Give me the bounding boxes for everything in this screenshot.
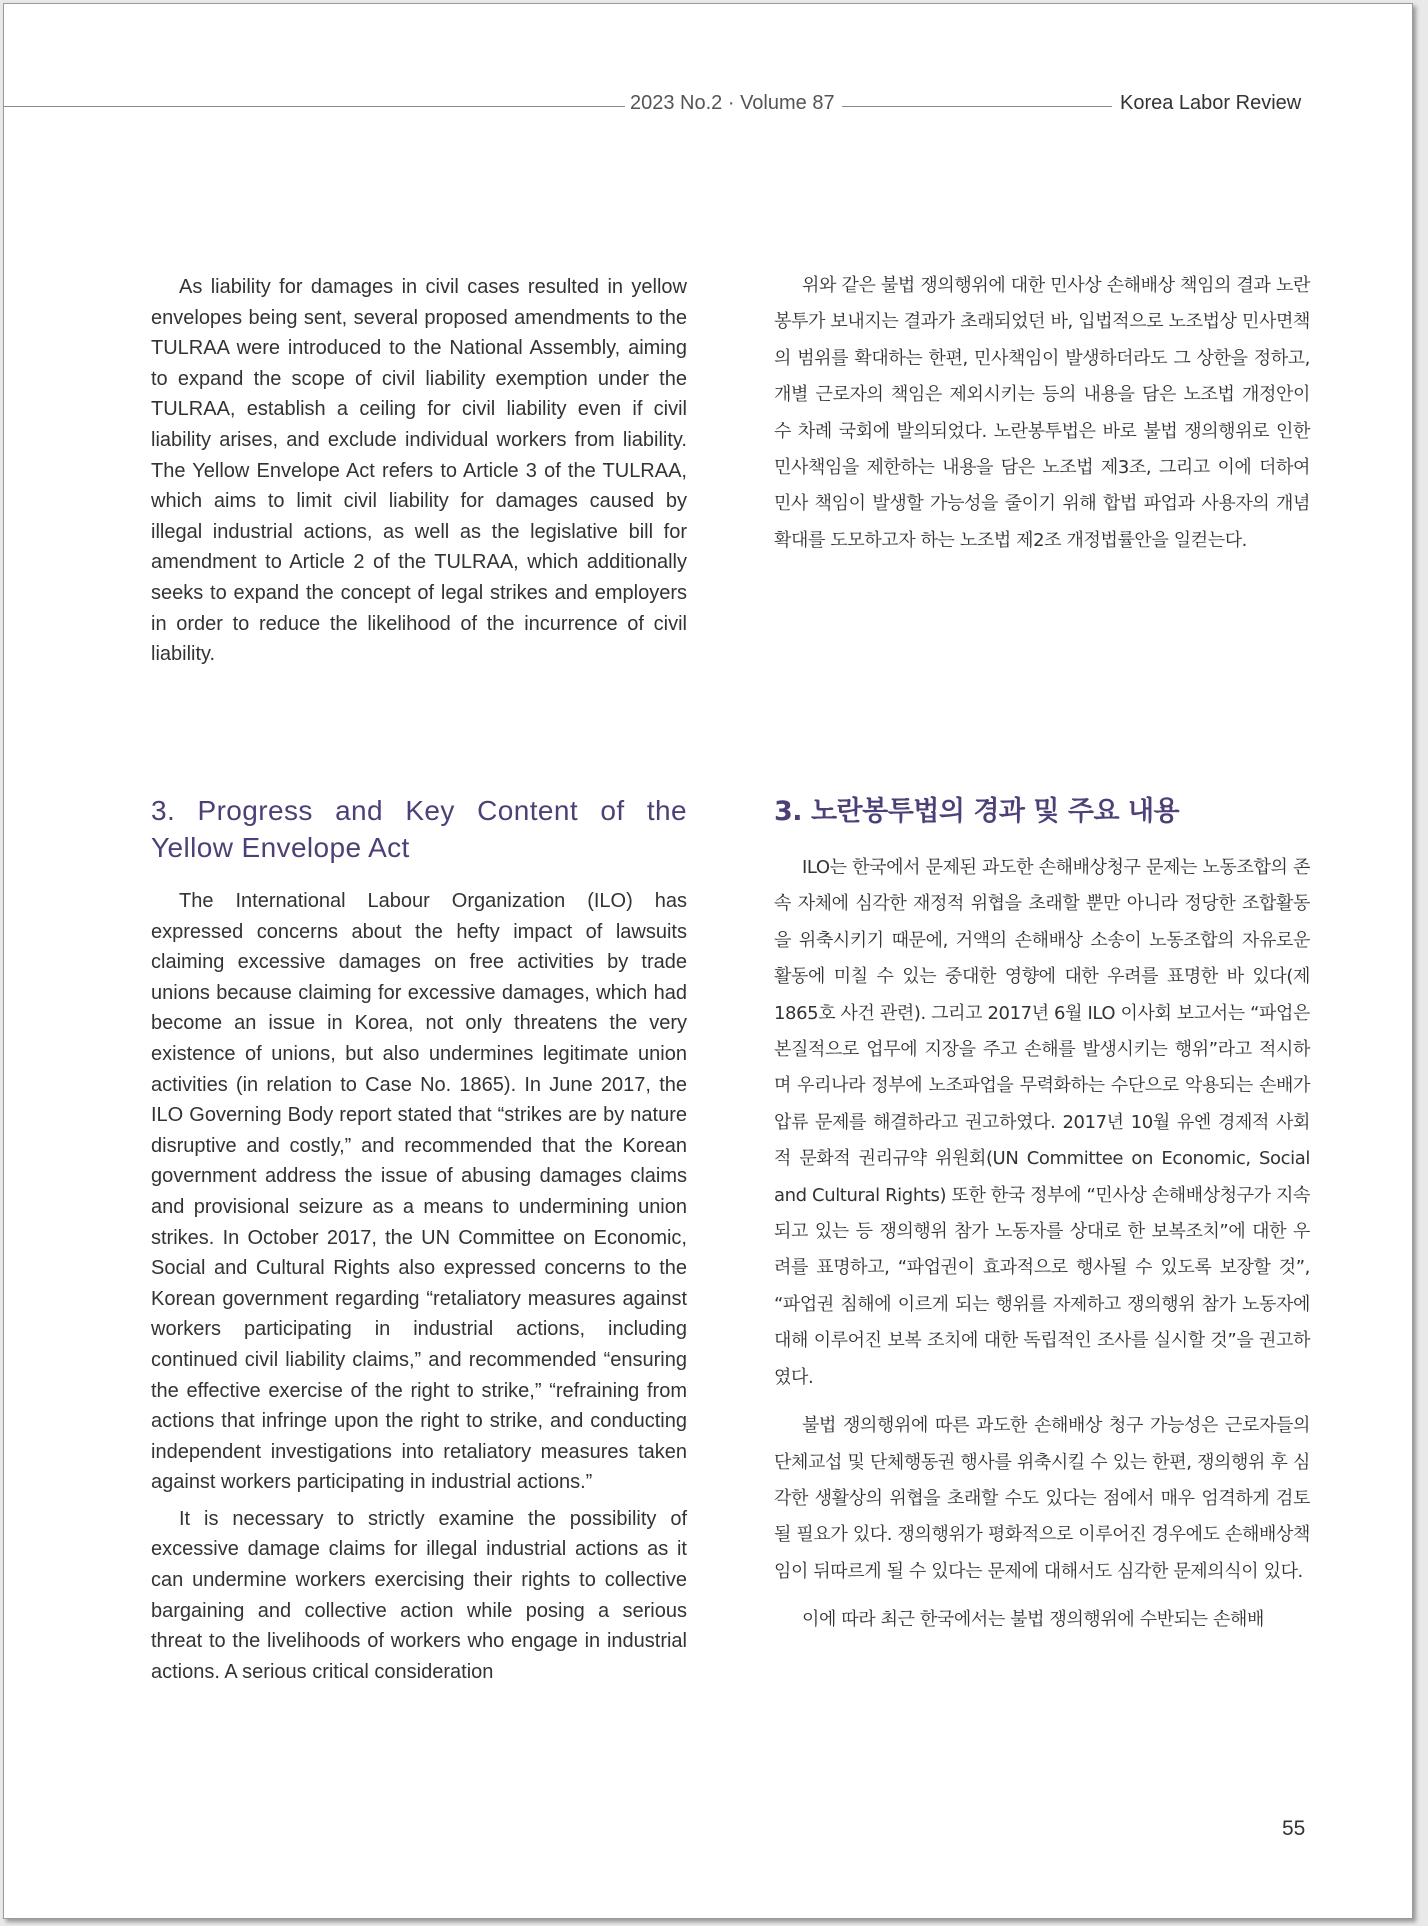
korean-paragraph-2: 불법 쟁의행위에 따른 과도한 손해배상 청구 가능성은 근로자들의 단체교섭 및 단체행동권 행사를 위축시킬 수 있는 한편, 쟁의행위 후 심각한 생활상의 위협을 초래할 수도 있다는 점에서 매우 엄격하게 검토될 필요가 있다. 쟁의행위가 평화적으로 이루어진 경우에도 손해배상책임이 뒤따르게 될 수 있다는 문제에 대해서도 심각한 문제의식이 있다. — [774, 1415, 1310, 1582]
page-number: 55 — [1282, 1817, 1306, 1840]
english-section-heading: 3. Progress and Key Content of the Yellow Envelope Act — [151, 795, 687, 863]
korean-paragraph-1: ILO는 한국에서 문제된 과도한 손해배상청구 문제는 노동조합의 존속 자체에 심각한 재정적 위협을 초래할 뿐만 아니라 정당한 조합활동을 위축시키기 때문에, 거액의 손해배상 소송이 노동조합의 자유로운 활동에 미칠 수 있는 중대한 영향에 대한 우려를 표명한 바 있다(제1865호 사건 관련). 그리고 2017년 6월 ILO 이사회 보고서는 “파업은 본질적으로 업무에 지장을 주고 손해를 발생시키는 행위”라고 적시하며 우리나라 정부에 노조파업을 무력화하는 수단으로 악용되는 손배가압류 문제를 해결하라고 권고하였다. 2017년 10월 유엔 경제적 사회적 문화적 권리규약 위원회(UN Committee on Economic, Social and Cultural Rights) 또한 한국 정부에 “민사상 손해배상청구가 지속되고 있는 등 쟁의행위 참가 노동자를 상대로 한 보복조치”에 대한 우려를 표명하고, “파업권이 효과적으로 행사될 수 있도록 보장할 것”, “파업권 침해에 이르게 되는 행위를 자제하고 쟁의행위 참가 노동자에 대해 이루어진 보복 조치에 대한 독립적인 조사를 실시할 것”을 권고하였다. — [774, 857, 1310, 1388]
english-paragraph-1: The International Labour Organization (ILO) has expressed concerns about the hefty impact of lawsuits claiming excessive damages on free activities by trade unions because claiming for excessive damages, which had become an issue in Korea, not only threatens the very existence of unions, but also undermines legitimate union activities (in relation to Case No. 1865). In June 2017, the ILO Governing Body report stated that “strikes are by nature disruptive and costly,” and recommended that the Korean government address the issue of abusing damages claims and provisional seizure as a means to undermining union strikes. In October 2017, the UN Committee on Economic, Social and Cultural Rights also expressed concerns to the Korean government regarding “retaliatory measures against workers participating in industrial actions, including continued civil liability claims,” and recommended “ensuring the effective exercise of the right to strike,” “refraining from actions that infringe upon the right to strike, and conducting independent investigations into retaliatory measures taken against workers participating in industrial actions.” — [151, 890, 687, 1494]
english-section-3 — [151, 792, 687, 1687]
korean-section-3 — [774, 792, 1310, 1639]
header-rule-middle — [842, 106, 1112, 107]
korean-paragraph-3: 이에 따라 최근 한국에서는 불법 쟁의행위에 수반되는 손해배 — [802, 1609, 1264, 1631]
document-page — [3, 3, 1413, 1919]
english-intro-paragraph: As liability for damages in civil cases resulted in yellow envelopes being sent, several proposed amendments to the TULRAA were introduced to the National Assembly, aiming to expand the scope of civil liability exemption under the TULRAA, establish a ceiling for civil liability even if civil liability arises, and exclude individual workers from liability. The Yellow Envelope Act refers to Article 3 of the TULRAA, which aims to limit civil liability for damages caused by illegal industrial actions, as well as the legislative bill for amendment to Article 2 of the TULRAA, which additionally seeks to expand the concept of legal strikes and employers in order to reduce the likelihood of the incurrence of civil liability. — [151, 276, 687, 666]
korean-intro-paragraph: 위와 같은 불법 쟁의행위에 대한 민사상 손해배상 책임의 결과 노란봉투가 보내지는 결과가 초래되었던 바, 입법적으로 노조법상 민사면책의 범위를 확대하는 한편, 민사책임이 발생하더라도 그 상한을 정하고, 개별 근로자의 책임은 제외시키는 등의 내용을 담은 노조법 개정안이 수 차례 국회에 발의되었다. 노란봉투법은 바로 불법 쟁의행위로 인한 민사책임을 제한하는 내용을 담은 노조법 제3조, 그리고 이에 더하여 민사 책임이 발생할 가능성을 줄이기 위해 합법 파업과 사용자의 개념 확대를 도모하고자 하는 노조법 제2조 개정법률안을 일컫는다. — [774, 275, 1310, 551]
korean-section-heading: 3. 노란봉투법의 경과 및 주요 내용 — [774, 796, 1180, 827]
english-paragraph-2: It is necessary to strictly examine the possibility of excessive damage claims for illegal industrial actions as it can undermine workers exercising their rights to collective bargaining and collective action while posing a serious threat to the livelihoods of workers who engage in industrial actions. A serious critical consideration — [151, 1507, 687, 1683]
english-intro — [151, 272, 687, 670]
header-rule-left — [4, 106, 625, 107]
header-issue: 2023 No.2 · Volume 87 — [630, 92, 835, 114]
header-journal-title: Korea Labor Review — [1120, 92, 1302, 114]
korean-intro — [774, 268, 1310, 559]
